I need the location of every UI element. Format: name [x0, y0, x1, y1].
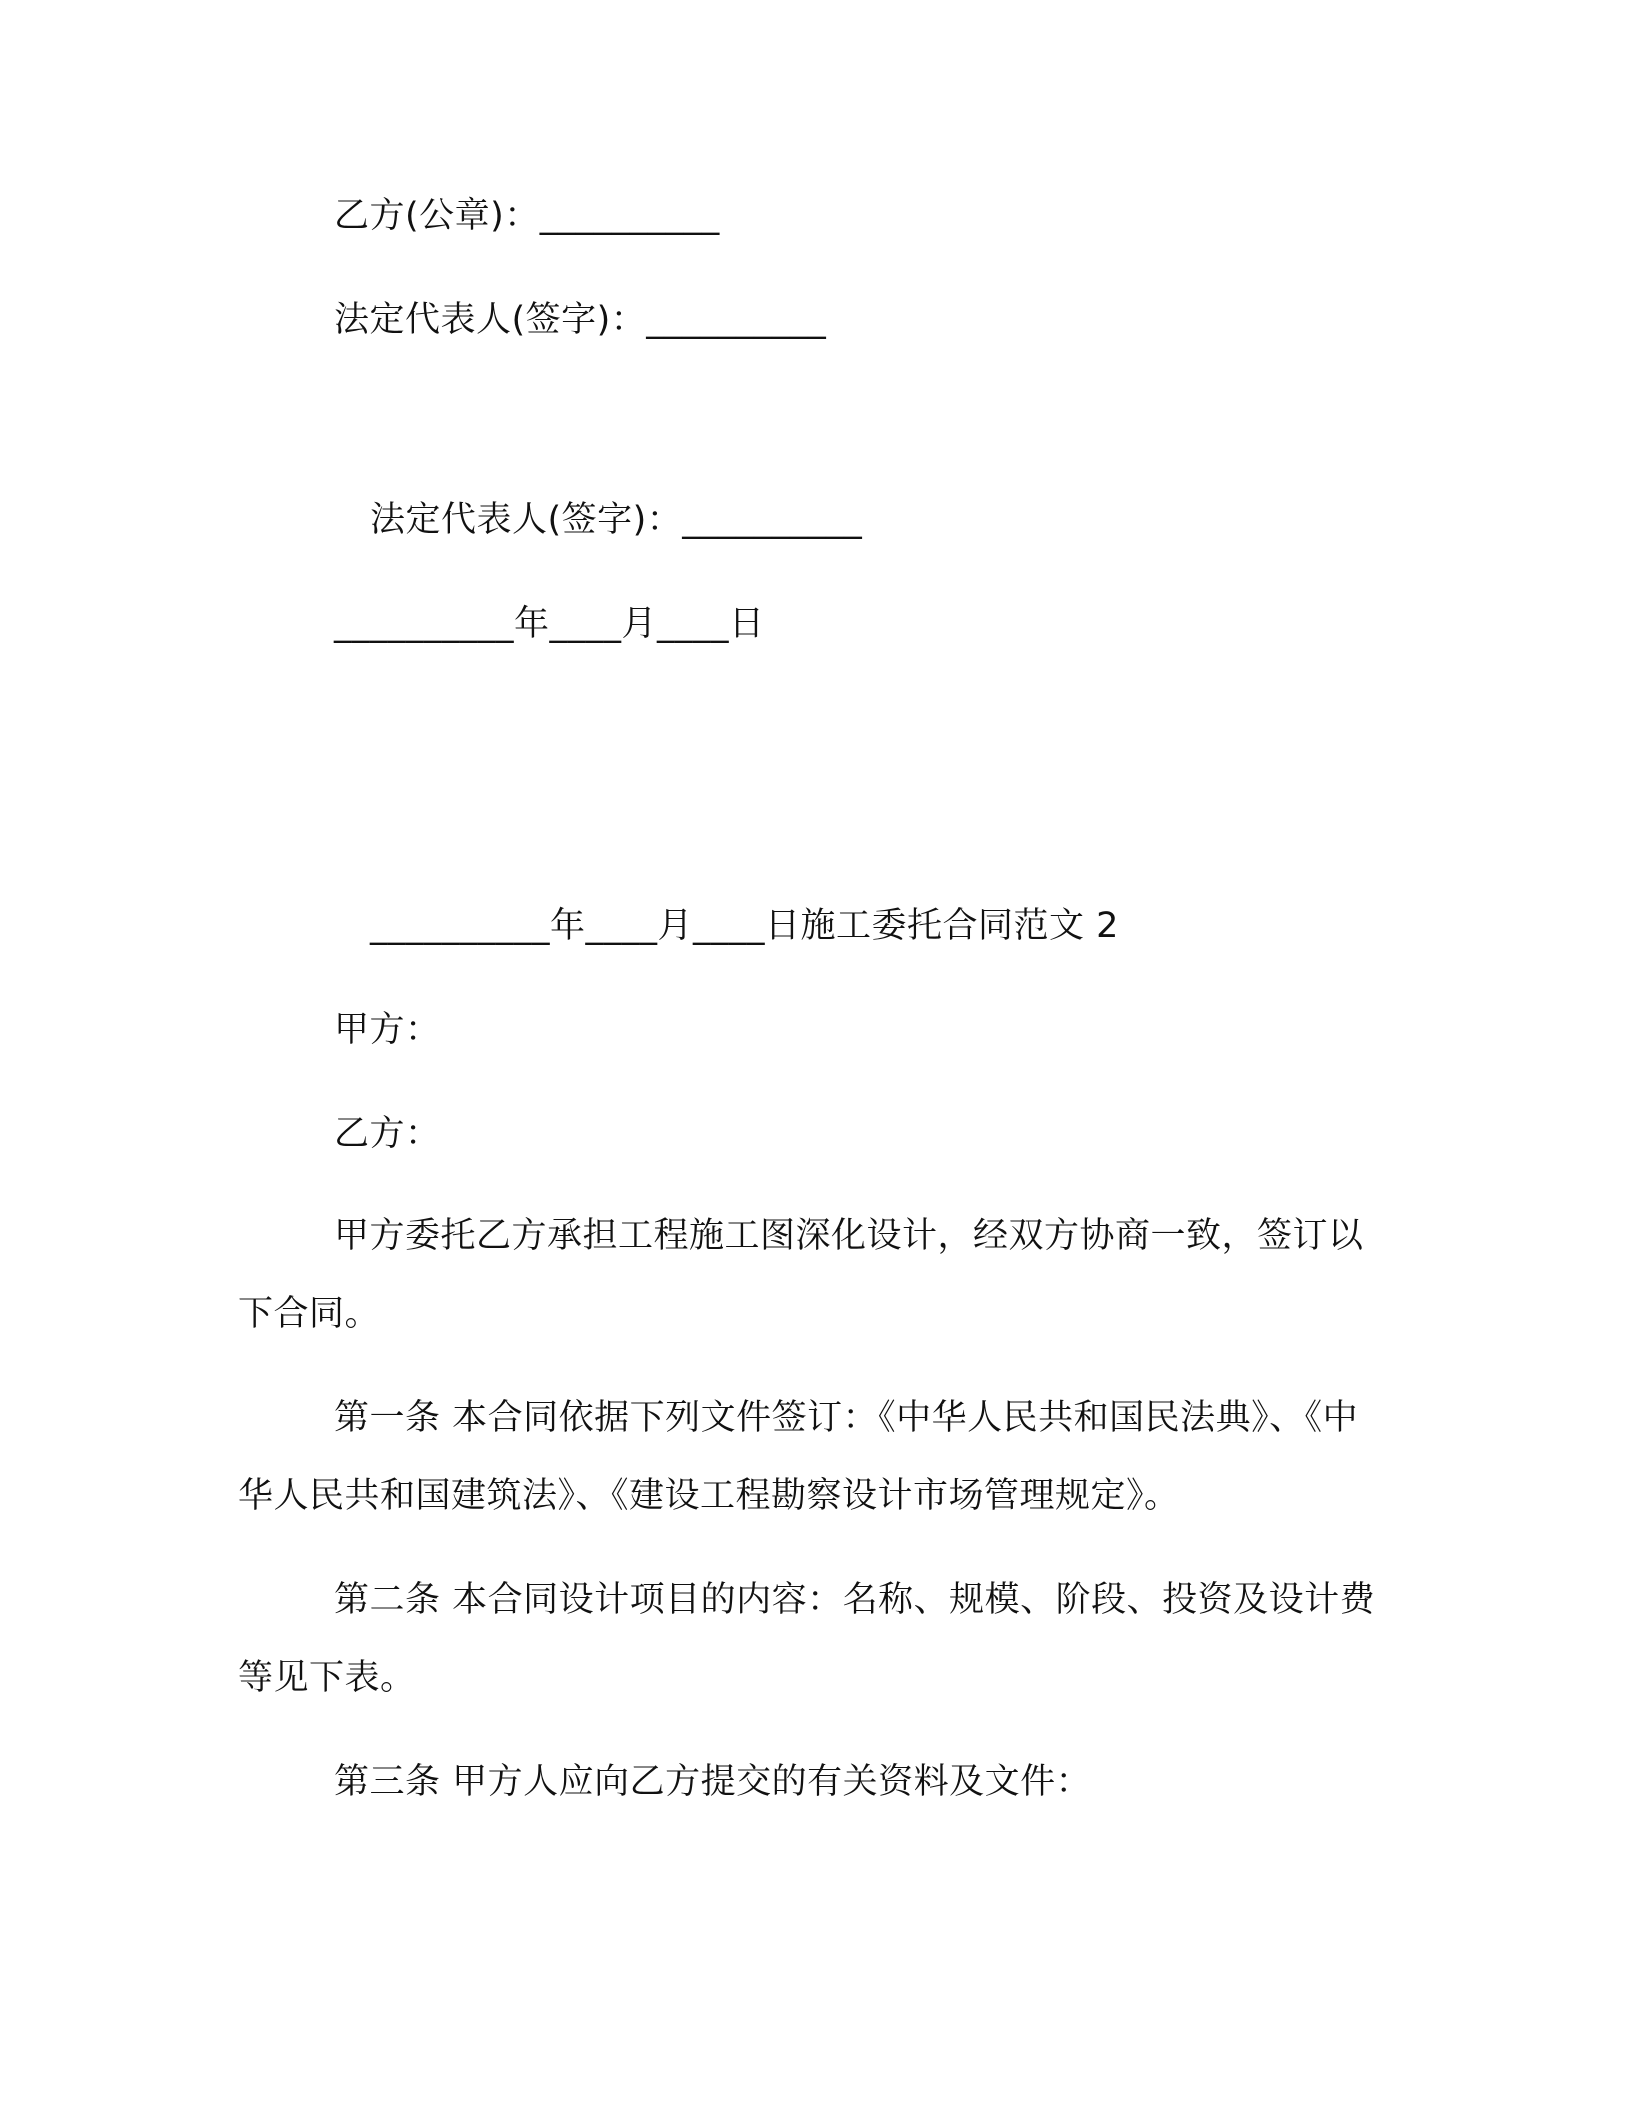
party-b-seal-line: 乙方(公章)：__________: [334, 196, 720, 236]
legal-representative-signature-line: 法定代表人(签字)：__________: [334, 300, 827, 340]
paragraph-article-1: 第一条 本合同依据下列文件签订：《中华人民共和国民法典》、《中华人民共和国建筑法》、《建设工程勘察设计市场管理规定》。: [238, 1398, 1359, 1516]
paragraph-article-3: 第三条 甲方人应向乙方提交的有关资料及文件：: [334, 1762, 1092, 1802]
paragraph-article-2: 第二条 本合同设计项目的内容：名称、规模、阶段、投资及设计费等见下表。: [238, 1580, 1376, 1698]
contract-title: __________年____月____日施工委托合同范文 2: [370, 906, 1119, 946]
paragraph-intro: 甲方委托乙方承担工程施工图深化设计，经双方协商一致，签订以下合同。: [238, 1216, 1364, 1334]
party-a-label: 甲方：: [334, 1010, 441, 1050]
signing-date-line: __________年____月____日: [334, 604, 765, 644]
legal-representative-signature-line-2: 法定代表人(签字)：__________: [370, 500, 863, 540]
party-b-label: 乙方：: [334, 1114, 441, 1154]
